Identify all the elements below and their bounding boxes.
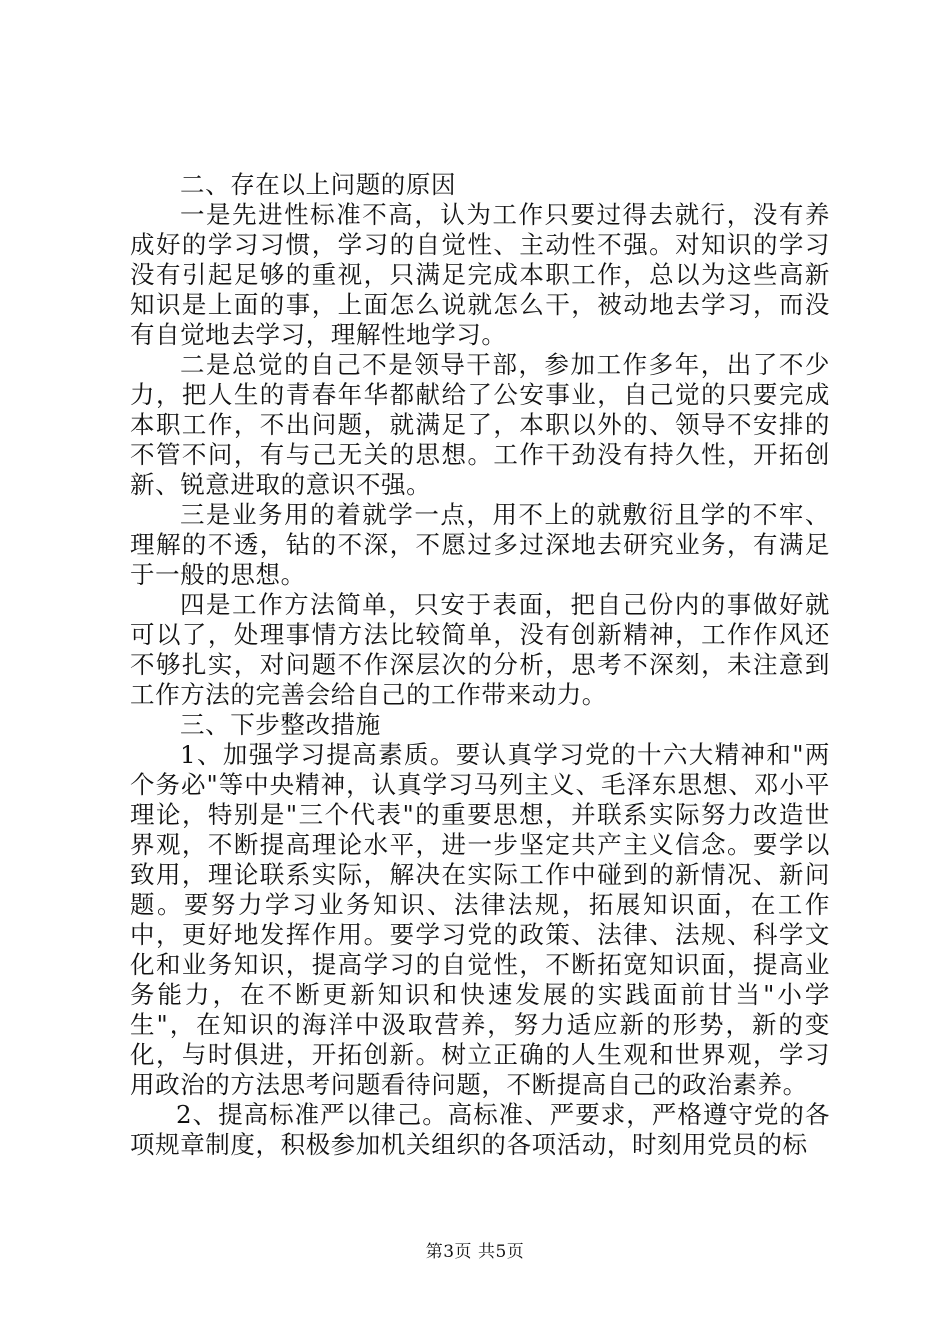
paragraph-measure-2: 2、提高标准严以律己。高标准、严要求，严格遵守党的各项规章制度，积极参加机关组织的各项活动，时刻用党员的标 (130, 1100, 830, 1159)
paragraph-cause-4: 四是工作方法简单，只安于表面，把自己份内的事做好就可以了，处理事情方法比较简单，没有创新精神，工作作风还不够扎实，对问题不作深层次的分析，思考不深刻，未注意到工作方法的完善会给自己的工作带来动力。 (130, 590, 830, 709)
paragraph-measure-1: 1、加强学习提高素质。要认真学习党的十六大精神和"两个务必"等中央精神，认真学习马列主义、毛泽东思想、邓小平理论，特别是"三个代表"的重要思想，并联系实际努力改造世界观，不断提高理论水平，进一步坚定共产主义信念。要学以致用，理论联系实际，解决在实际工作中碰到的新情况、新问题。要努力学习业务知识、法律法规，拓展知识面，在工作中，更好地发挥作用。要学习党的政策、法律、法规、科学文化和业务知识，提高学习的自觉性，不断拓宽知识面，提高业务能力，在不断更新知识和快速发展的实践面前甘当"小学生"，在知识的海洋中汲取营养，努力适应新的形势，新的变化，与时俱进，开拓创新。树立正确的人生观和世界观，学习用政治的方法思考问题看待问题，不断提高自己的政治素养。 (130, 740, 830, 1099)
section-heading-measures: 三、下步整改措施 (180, 710, 381, 739)
paragraph-cause-2: 二是总觉的自己不是领导干部，参加工作多年，出了不少力，把人生的青春年华都献给了公安事业，自己觉的只要完成本职工作，不出问题，就满足了，本职以外的、领导不安排的不管不问，有与己无关的思想。工作干劲没有持久性，开拓创新、锐意进取的意识不强。 (130, 350, 830, 499)
paragraph-cause-1: 一是先进性标准不高，认为工作只要过得去就行，没有养成好的学习习惯，学习的自觉性、主动性不强。对知识的学习没有引起足够的重视，只满足完成本职工作，总以为这些高新知识是上面的事，上面怎么说就怎么干，被动地去学习，而没有自觉地去学习，理解性地学习。 (130, 200, 830, 349)
section-heading-causes: 二、存在以上问题的原因 (180, 170, 457, 199)
page-footer: 第3页 共5页 (425, 1242, 525, 1262)
paragraph-cause-3: 三是业务用的着就学一点，用不上的就敷衍且学的不牢、理解的不透，钻的不深，不愿过多过深地去研究业务，有满足于一般的思想。 (130, 500, 830, 589)
document-body (130, 170, 830, 1160)
